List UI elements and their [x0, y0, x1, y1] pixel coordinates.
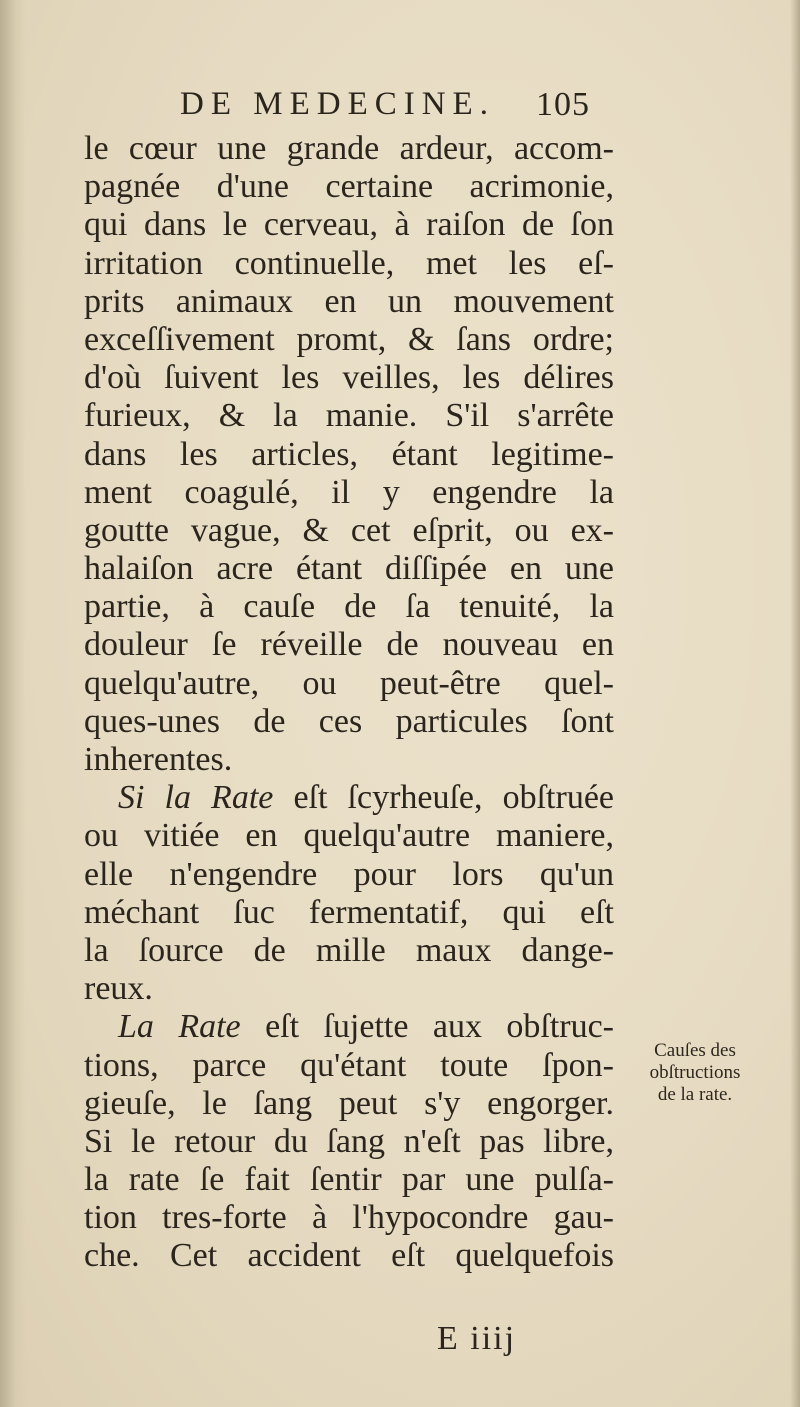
italic-term: Si la Rate — [118, 779, 274, 817]
text-run: eſt ſcyrheuſe, obſtruée — [273, 779, 614, 817]
text-line: la rate ſe fait ſentir par une pulſa- — [84, 1161, 614, 1199]
text-line: tions, parce qu'étant toute ſpon- — [84, 1046, 614, 1084]
text-line: douleur ſe réveille de nouveau en — [84, 626, 614, 664]
text-line: goutte vague, & cet eſprit, ou ex- — [84, 511, 614, 549]
text-line: dans les articles, étant legitime- — [84, 435, 614, 473]
margin-note-line: de la rate. — [657, 1084, 733, 1105]
signature-mark: E iiij — [437, 1320, 517, 1357]
text-line: ques-unes de ces particules ſont — [84, 702, 614, 740]
text-line: tion tres-forte à l'hypocondre gau- — [84, 1199, 614, 1237]
text-line: méchant ſuc fermentatif, qui eſt — [84, 893, 614, 931]
text-line: che. Cet accident eſt quelquefois — [84, 1237, 614, 1275]
text-line: ou vitiée en quelqu'autre maniere, — [84, 817, 614, 855]
text-line: exceſſivement promt, & ſans ordre; — [84, 320, 614, 358]
running-head — [180, 86, 590, 136]
page-number: 105 — [536, 86, 590, 123]
text-line: le cœur une grande ardeur, accom- — [84, 130, 614, 167]
text-line: halaiſon acre étant diſſipée en une — [84, 550, 614, 588]
margin-note — [620, 1040, 770, 1106]
margin-note-line: obſtructions — [649, 1062, 741, 1083]
text-line: prits animaux en un mouvement — [84, 282, 614, 320]
running-title: DE MEDECINE. — [180, 86, 495, 122]
text-run: eſt ſujette aux obſtruc- — [240, 1008, 614, 1046]
text-line: Si le retour du ſang n'eſt pas libre, — [84, 1122, 614, 1160]
binding-gutter-shadow — [0, 0, 26, 1407]
text-line: partie, à cauſe de ſa tenuité, la — [84, 588, 614, 626]
text-line: elle n'engendre pour lors qu'un — [84, 855, 614, 893]
text-line: furieux, & la manie. S'il s'arrête — [84, 397, 614, 435]
text-line: qui dans le cerveau, à raiſon de ſon — [84, 206, 614, 244]
paragraph-start — [84, 779, 614, 817]
page-edge-shadow — [790, 0, 800, 1407]
text-line: quelqu'autre, ou peut-être quel- — [84, 664, 614, 702]
text-line: reux. — [84, 970, 153, 1008]
text-line: d'où ſuivent les veilles, les délires — [84, 359, 614, 397]
text-line: ment coagulé, il y engendre la — [84, 473, 614, 511]
text-line: irritation continuelle, met les eſ- — [84, 244, 614, 282]
main-text — [84, 130, 614, 1276]
paragraph-start — [84, 1008, 614, 1046]
italic-term: La Rate — [118, 1008, 241, 1046]
margin-note-line: Cauſes des — [654, 1040, 736, 1061]
text-line: la ſource de mille maux dange- — [84, 931, 614, 969]
text-line: gieuſe, le ſang peut s'y engorger. — [84, 1084, 614, 1122]
text-line: pagnée d'une certaine acrimonie, — [84, 168, 614, 206]
text-line: inherentes. — [84, 741, 233, 778]
